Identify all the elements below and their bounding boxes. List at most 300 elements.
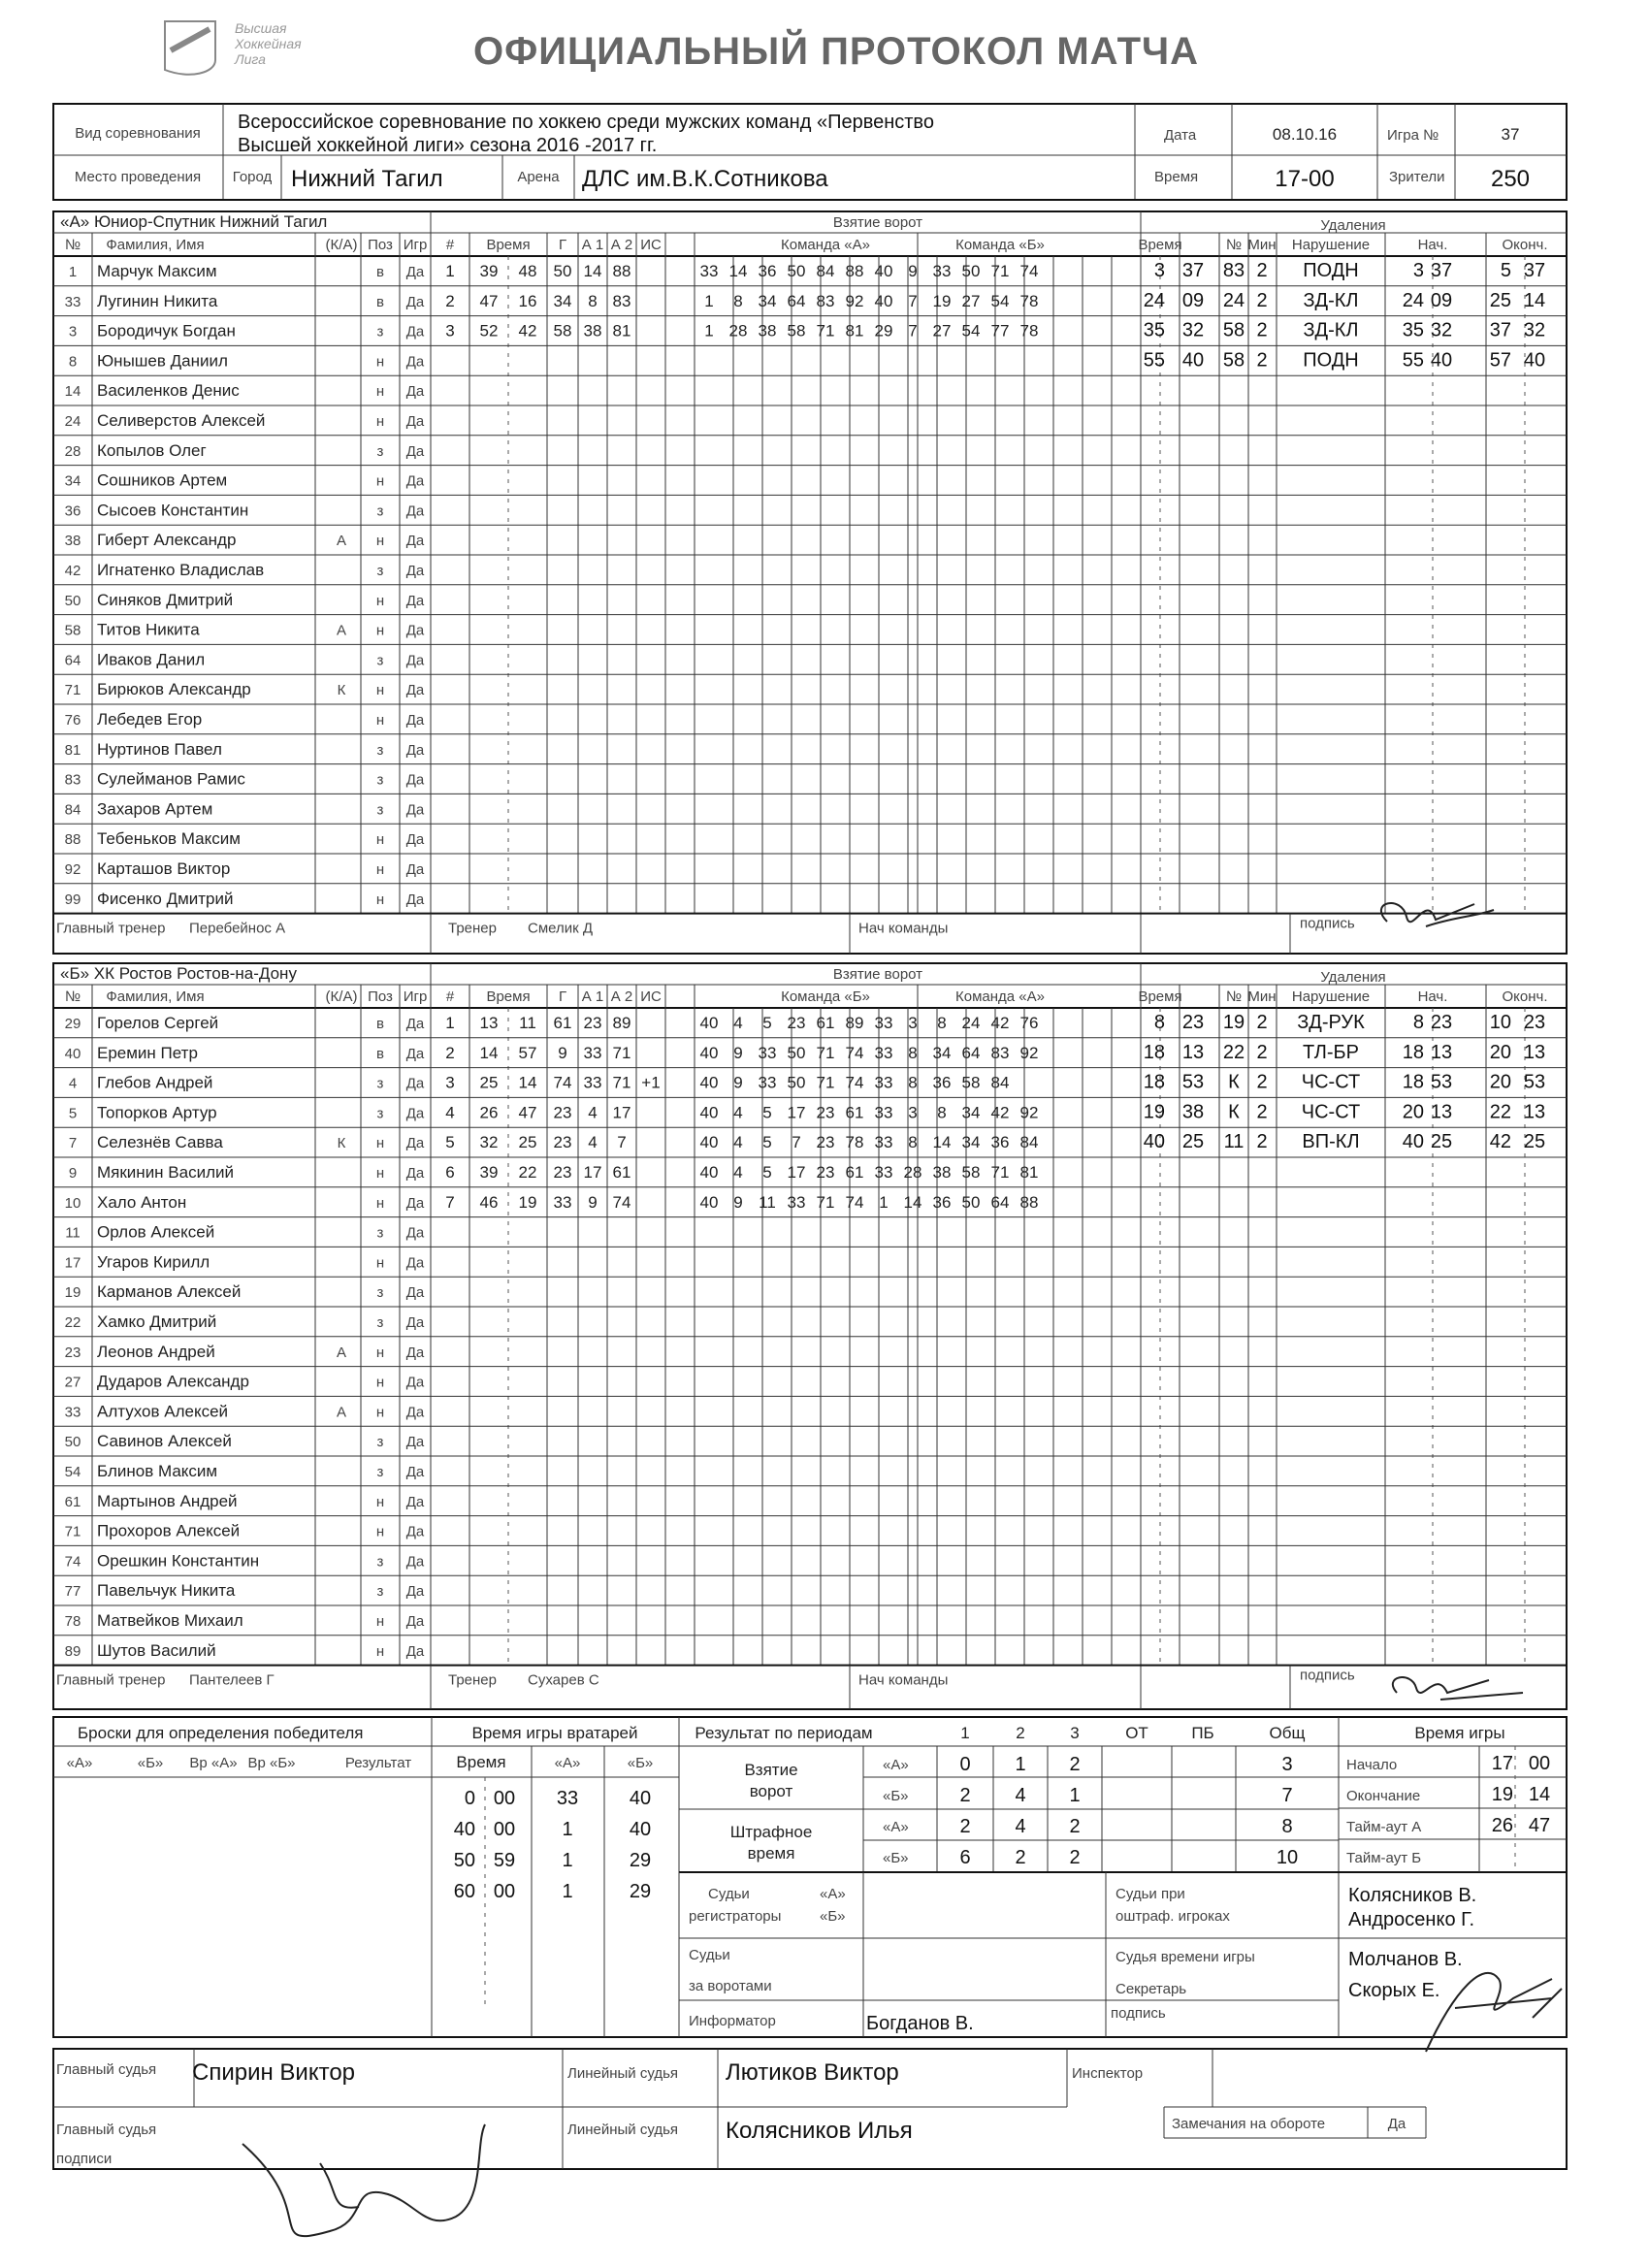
team-b-player-name: Матвейков Михаил <box>97 1611 243 1630</box>
reg-team-a: «А» <box>820 1886 846 1902</box>
team-b-goal-cell: 25 <box>518 1133 537 1152</box>
team-a-captain-label: Нач команды <box>858 920 949 937</box>
venue-label: Место проведения <box>74 169 202 185</box>
team-a-goal-cell: 1 <box>445 262 455 280</box>
team-b-pen-cell: ТЛ-БР <box>1302 1041 1360 1063</box>
team-a-pen-cell: 32 <box>1430 319 1453 341</box>
arena-value: ДЛС им.В.К.Сотникова <box>582 166 828 192</box>
team-b-player-pos: н <box>375 1642 385 1660</box>
team-b-pen-cell: 2 <box>1256 1041 1268 1063</box>
team-b-player-num: 4 <box>68 1075 78 1092</box>
team-b-goal-player: 23 <box>816 1163 835 1182</box>
team-b-goal-cell: 23 <box>553 1103 572 1122</box>
timekeeper-label: Судья времени игры <box>1116 1949 1255 1965</box>
team-b-goal-player: 50 <box>787 1073 806 1092</box>
team-a-player-pos: з <box>376 771 384 789</box>
team-b-pen-cell: К <box>1228 1101 1240 1123</box>
team-b-player-name: Павельчук Никита <box>97 1581 236 1601</box>
period-value: 4 <box>1015 1785 1026 1806</box>
team-a-goal-player: 77 <box>990 321 1010 340</box>
secretary-label: Секретарь <box>1116 1981 1187 1997</box>
team-b-player-play: Да <box>405 1493 425 1510</box>
team-a-goal-cell: 16 <box>518 291 537 310</box>
team-a-player-name: Селиверстов Алексей <box>97 411 266 430</box>
team-b-pen-cell: ВП-КЛ <box>1302 1131 1360 1153</box>
goalie-col-time: Время <box>456 1753 506 1771</box>
team-a-goal-player: 34 <box>758 291 777 310</box>
team-a-player-play: Да <box>405 682 425 699</box>
period-value: 1 <box>1069 1785 1081 1806</box>
team-b-goal-player: 3 <box>908 1103 918 1122</box>
team-b-pen-cell: 13 <box>1430 1101 1453 1123</box>
team-a-player-pos: з <box>376 442 384 460</box>
team-a-goal-player: 8 <box>733 291 743 310</box>
linesman1-label: Линейный судья <box>567 2065 679 2082</box>
team-a-player-name: Фисенко Дмитрий <box>97 889 234 908</box>
team-a-player-play: Да <box>405 472 425 490</box>
team-a-pen-cell: 58 <box>1222 349 1245 372</box>
game-time-min: 26 <box>1491 1815 1513 1836</box>
team-a-col-hash: # <box>445 237 455 253</box>
goalie-b: 40 <box>629 1788 652 1809</box>
remarks-label: Замечания на обороте <box>1172 2116 1326 2132</box>
team-b-goal-player: 38 <box>932 1163 952 1182</box>
team-b-pen-cell: 19 <box>1143 1101 1165 1123</box>
team-a-pen-cell: 58 <box>1222 319 1245 341</box>
team-b-pen-cell: 25 <box>1523 1131 1546 1153</box>
team-a-pen-cell: ПОДН <box>1303 349 1359 372</box>
team-a-goal-cell: 39 <box>479 262 499 280</box>
period-value: 2 <box>959 1785 971 1806</box>
team-a-player-play: Да <box>405 891 425 908</box>
team-a-goal-player: 1 <box>704 291 714 310</box>
team-a-penalties-header: Удаления <box>1320 217 1386 234</box>
team-b-player-name: Прохоров Алексей <box>97 1521 241 1540</box>
team-b-col-pen-num: № <box>1225 988 1243 1005</box>
team-b-goal-player: 23 <box>816 1103 835 1122</box>
team-b-goal-player: 5 <box>762 1014 772 1032</box>
goalie-a: 33 <box>556 1788 579 1809</box>
team-a-pen-cell: 24 <box>1143 289 1165 311</box>
team-b-goal-cell: +1 <box>641 1073 661 1092</box>
team-b-pen-cell: 2 <box>1256 1012 1268 1033</box>
team-b-goal-cell: 32 <box>479 1133 499 1152</box>
team-b-col-a2: А 2 <box>610 988 633 1005</box>
team-b-head-coach-label: Главный тренер <box>56 1671 166 1689</box>
team-b-player-pos: н <box>375 1135 385 1152</box>
team-b-player-play: Да <box>405 1075 425 1092</box>
inspector-label: Инспектор <box>1072 2065 1144 2082</box>
team-a-goal-player: 50 <box>961 262 981 280</box>
penalty-label: Штрафное <box>729 1823 813 1841</box>
game-time-sec: 47 <box>1528 1815 1551 1836</box>
team-b-player-play: Да <box>405 1224 425 1242</box>
city-label: Город <box>232 169 273 185</box>
team-b-pen-cell: 18 <box>1143 1071 1165 1093</box>
team-a-pen-cell: 57 <box>1489 349 1511 372</box>
team-b-player-play: Да <box>405 1404 425 1421</box>
team-a-player-play: Да <box>405 533 425 550</box>
period-value: 10 <box>1276 1847 1299 1868</box>
team-b-goal-player: 28 <box>903 1163 922 1182</box>
team-b-player-play: Да <box>405 1045 425 1062</box>
team-b-goal-player: 84 <box>1019 1133 1039 1152</box>
period-value: 2 <box>1069 1816 1081 1837</box>
team-a-player-role: К <box>337 682 346 699</box>
team-b-pen-cell: 10 <box>1489 1012 1511 1033</box>
goalie-b: 40 <box>629 1819 652 1840</box>
team-a-player-play: Да <box>405 413 425 430</box>
team-b-player-pos: н <box>375 1254 385 1272</box>
team-b-player-num: 17 <box>64 1254 81 1272</box>
shootout-title: Броски для определения победителя <box>78 1724 364 1742</box>
team-a-col-pen-num: № <box>1225 237 1243 253</box>
team-a-player-pos: н <box>375 831 385 849</box>
team-b-pen-cell: 11 <box>1223 1131 1245 1153</box>
goals-label: ворот <box>749 1782 793 1800</box>
team-b-goal-cell: 19 <box>518 1192 537 1212</box>
team-a-player-play: Да <box>405 563 425 579</box>
goalie-min: 40 <box>453 1819 475 1840</box>
game-label: Игра № <box>1387 127 1439 144</box>
team-a-player-num: 14 <box>64 383 81 401</box>
team-a-player-role: А <box>336 533 347 550</box>
team-a-goal-player: 92 <box>845 291 864 310</box>
date-label: Дата <box>1164 127 1197 144</box>
team-a-pen-cell: 3 <box>1153 260 1165 281</box>
team-b-player-name: Хамко Дмитрий <box>97 1312 217 1331</box>
team-b-player-role: А <box>336 1404 347 1421</box>
team-b-pen-cell: 13 <box>1430 1041 1453 1063</box>
team-b-goal-cell: 74 <box>553 1073 572 1092</box>
team-b-goal-cell: 5 <box>445 1133 455 1152</box>
time-value: 17-00 <box>1275 166 1335 192</box>
team-a-goal-player: 88 <box>845 262 864 280</box>
team-b-player-name: Орлов Алексей <box>97 1222 215 1242</box>
team-a-player-num: 28 <box>64 442 81 460</box>
team-b-pen-cell: К <box>1228 1071 1240 1093</box>
team-b-player-pos: з <box>376 1075 384 1092</box>
team-b-col-num: № <box>64 988 81 1005</box>
team-a-player-play: Да <box>405 622 425 639</box>
penalty-judges-label: Судьи при <box>1116 1886 1185 1902</box>
team-b-player-play: Да <box>405 1434 425 1451</box>
team-b-goal-player: 8 <box>908 1043 918 1062</box>
team-a-goal-cell: 14 <box>583 262 602 280</box>
team-b-goal-player: 40 <box>699 1133 719 1152</box>
goalie-sec: 59 <box>493 1850 516 1871</box>
team-a-player-pos: в <box>376 293 384 310</box>
team-a-pen-cell: 09 <box>1181 289 1205 311</box>
team-b-player-num: 9 <box>68 1165 78 1182</box>
team-a-pen-cell: 35 <box>1143 319 1165 341</box>
team-a-player-play: Да <box>405 831 425 849</box>
team-a-pen-cell: 55 <box>1402 349 1424 372</box>
competition-label: Вид соревнования <box>75 125 201 142</box>
team-b-col-pen-time: Время <box>1138 988 1182 1005</box>
team-b-goal-player: 9 <box>733 1192 743 1212</box>
team-b-goal-player: 4 <box>733 1014 743 1032</box>
team-a-pen-cell: 09 <box>1430 289 1453 311</box>
team-b-goal-cell: 4 <box>445 1103 455 1122</box>
team-b-player-num: 78 <box>64 1613 81 1630</box>
team-a-col-pen-min: Мин <box>1247 237 1277 253</box>
goalie-min: 0 <box>464 1788 475 1809</box>
team-a-player-play: Да <box>405 861 425 878</box>
team-b-player-num: 40 <box>64 1045 81 1062</box>
team-b-player-play: Да <box>405 1523 425 1540</box>
team-b-goal-player: 88 <box>1019 1192 1039 1212</box>
team-b-goal-player: 3 <box>908 1014 918 1032</box>
team-b-goal-player: 5 <box>762 1103 772 1122</box>
team-b-goal-cell: 14 <box>479 1043 499 1062</box>
team-a-goal-player: 28 <box>728 321 748 340</box>
team-b-goal-player: 9 <box>733 1073 743 1092</box>
team-b-player-pos: в <box>376 1016 384 1032</box>
team-b-signature-label: подпись <box>1300 1667 1355 1684</box>
team-a-col-a1: А 1 <box>581 237 604 253</box>
team-a-pen-cell: ЗД-КЛ <box>1303 289 1359 311</box>
team-a-player-play: Да <box>405 502 425 520</box>
team-a-col-end: Оконч. <box>1502 237 1548 253</box>
informer-label: Информатор <box>689 2013 776 2029</box>
game-time-title: Время игры <box>1414 1724 1505 1742</box>
remarks-value: Да <box>1387 2116 1406 2132</box>
team-a-player-num: 58 <box>64 622 81 639</box>
team-a-pen-cell: 40 <box>1181 349 1205 372</box>
goalie-a: 1 <box>562 1881 573 1902</box>
team-b-player-pos: н <box>375 1523 385 1540</box>
team-b-goal-player: 40 <box>699 1073 719 1092</box>
team-b-goal-player: 4 <box>733 1163 743 1182</box>
game-time-sec: 14 <box>1528 1784 1551 1805</box>
team-a-player-pos: з <box>376 502 384 520</box>
team-a-goal-player: 71 <box>816 321 835 340</box>
team-a-team-title: «А» Юниор-Спутник Нижний Тагил <box>60 212 328 231</box>
team-b-player-pos: з <box>376 1464 384 1480</box>
team-b-player-num: 10 <box>64 1194 81 1212</box>
team-a-player-num: 76 <box>64 712 81 729</box>
team-a-player-role: А <box>336 622 347 639</box>
team-a-player-num: 92 <box>64 861 81 878</box>
team-a-player-name: Бородичук Богдан <box>97 321 236 340</box>
team-b-goal-player: 74 <box>845 1073 864 1092</box>
team-b-pen-cell: 22 <box>1489 1101 1511 1123</box>
team-b-player-play: Да <box>405 1553 425 1571</box>
game-time-min: 17 <box>1491 1753 1513 1774</box>
team-a-player-num: 33 <box>64 293 81 310</box>
team-a-goal-player: 38 <box>758 321 777 340</box>
team-a-pen-cell: 24 <box>1222 289 1245 311</box>
goalie-b: 29 <box>629 1881 652 1902</box>
team-a-goal-cell: 34 <box>553 291 572 310</box>
team-a-goal-player: 83 <box>816 291 835 310</box>
team-a-goal-player: 27 <box>961 291 981 310</box>
game-time-label: Начало <box>1346 1757 1398 1773</box>
periods-col: 1 <box>960 1724 970 1742</box>
team-b-player-role: А <box>336 1344 347 1361</box>
team-a-player-name: Бирюков Александр <box>97 680 251 699</box>
team-a-pen-cell: 3 <box>1412 260 1424 281</box>
team-b-goal-player: 78 <box>845 1133 864 1152</box>
team-b-goal-cell: 7 <box>445 1192 455 1212</box>
team-b-goal-player: 17 <box>787 1103 806 1122</box>
game-value: 37 <box>1501 125 1520 144</box>
team-b-goal-player: 23 <box>787 1014 806 1032</box>
team-a-player-play: Да <box>405 323 425 340</box>
team-b-goal-player: 17 <box>787 1163 806 1182</box>
team-b-player-play: Да <box>405 1642 425 1660</box>
team-a-player-name: Сулейманов Рамис <box>97 769 245 789</box>
team-a-goal-player: 54 <box>961 321 981 340</box>
team-a-player-num: 36 <box>64 502 81 520</box>
page-title: ОФИЦИАЛЬНЫЙ ПРОТОКОЛ МАТЧА <box>473 30 1199 73</box>
team-b-goal-player: 74 <box>845 1043 864 1062</box>
team-b-goal-player: 71 <box>990 1163 1010 1182</box>
team-a-goal-player: 84 <box>816 262 835 280</box>
team-b-pen-cell: 13 <box>1523 1041 1546 1063</box>
team-b-goal-player: 33 <box>874 1163 893 1182</box>
game-time-sec: 00 <box>1528 1753 1551 1774</box>
goalie-a: 1 <box>562 1850 573 1871</box>
team-b-player-play: Да <box>405 1583 425 1601</box>
team-b-goal-cell: 33 <box>553 1192 572 1212</box>
team-a-pen-cell: ЗД-КЛ <box>1303 319 1359 341</box>
period-team-a: «А» <box>883 1819 909 1835</box>
team-b-player-pos: з <box>376 1224 384 1242</box>
team-b-player-pos: з <box>376 1284 384 1302</box>
referee1-value: Спирин Виктор <box>192 2059 356 2086</box>
team-b-goal-player: 50 <box>961 1192 981 1212</box>
secretary-value: Скорых Е. <box>1348 1980 1440 2001</box>
team-b-goal-cell: 33 <box>583 1043 602 1062</box>
team-a-player-pos: в <box>376 264 384 280</box>
team-b-pen-cell: 53 <box>1430 1071 1453 1093</box>
team-b-goal-player: 71 <box>816 1192 835 1212</box>
team-b-player-pos: з <box>376 1553 384 1571</box>
team-b-goal-cell: 2 <box>445 1043 455 1062</box>
periods-title: Результат по периодам <box>695 1724 873 1742</box>
shootout-col: Вр «Б» <box>247 1755 296 1771</box>
team-b-player-num: 5 <box>68 1105 78 1122</box>
team-a-col-a2: А 2 <box>610 237 633 253</box>
logo-line3: Лига <box>235 51 266 67</box>
team-b-player-play: Да <box>405 1613 425 1630</box>
team-b-goal-cell: 71 <box>612 1073 631 1092</box>
team-b-pen-cell: 2 <box>1256 1071 1268 1093</box>
goalie-time-title: Время игры вратарей <box>471 1724 638 1742</box>
team-b-pen-cell: 42 <box>1489 1131 1511 1153</box>
team-a-col-g: Г <box>558 237 567 253</box>
team-b-goal-cell: 25 <box>479 1073 499 1092</box>
team-a-head-coach-label: Главный тренер <box>56 920 166 937</box>
team-b-player-num: 11 <box>65 1224 81 1242</box>
team-b-goal-player: 5 <box>762 1133 772 1152</box>
periods-col: 3 <box>1070 1724 1080 1742</box>
team-a-pen-cell: 14 <box>1523 289 1546 311</box>
team-a-goal-cell: 48 <box>518 262 537 280</box>
penalty-label: время <box>747 1844 795 1863</box>
team-a-player-play: Да <box>405 801 425 819</box>
team-b-pen-cell: 23 <box>1523 1012 1546 1033</box>
team-b-pen-cell: ЧС-СТ <box>1301 1101 1361 1123</box>
period-value: 8 <box>1281 1816 1293 1837</box>
team-a-goal-cell: 88 <box>612 262 631 280</box>
team-b-player-pos: н <box>375 1165 385 1182</box>
period-value: 2 <box>1069 1847 1081 1868</box>
period-value: 1 <box>1015 1754 1026 1775</box>
team-b-goal-player: 33 <box>758 1073 777 1092</box>
team-a-col-violation: Нарушение <box>1291 237 1371 253</box>
team-b-player-name: Еремин Петр <box>97 1043 198 1062</box>
team-b-player-pos: в <box>376 1045 384 1062</box>
team-b-captain-label: Нач команды <box>858 1671 949 1689</box>
team-b-pen-cell: ЧС-СТ <box>1301 1071 1361 1093</box>
team-b-goal-cell: 4 <box>588 1103 598 1122</box>
goalie-col-a: «А» <box>554 1755 581 1771</box>
team-a-goal-cell: 83 <box>612 291 631 310</box>
team-b-goal-player: 40 <box>699 1014 719 1032</box>
team-a-coach: Смелик Д <box>528 920 594 937</box>
team-b-goal-player: 83 <box>990 1043 1010 1062</box>
game-time-label: Тайм-аут Б <box>1346 1850 1422 1866</box>
spectators-value: 250 <box>1490 166 1531 192</box>
team-b-pen-cell: 53 <box>1523 1071 1546 1093</box>
team-b-goal-player: 34 <box>961 1103 981 1122</box>
team-a-pen-cell: 24 <box>1402 289 1424 311</box>
team-a-player-pos: н <box>375 682 385 699</box>
team-b-goal-player: 40 <box>699 1192 719 1212</box>
team-b-goal-cell: 3 <box>445 1073 455 1092</box>
team-b-player-pos: н <box>375 1613 385 1630</box>
competition-line2: Высшей хоккейной лиги» сезона 2016 -2017 гг. <box>238 135 658 156</box>
team-b-goal-player: 40 <box>699 1043 719 1062</box>
team-b-player-play: Да <box>405 1464 425 1480</box>
team-b-goal-player: 64 <box>961 1043 981 1062</box>
team-b-player-num: 29 <box>64 1016 81 1032</box>
team-b-col-time: Время <box>486 988 531 1005</box>
team-a-player-name: Лугинин Никита <box>97 291 218 310</box>
team-b-player-name: Мартынов Андрей <box>97 1491 238 1510</box>
team-b-player-name: Селезнёв Савва <box>97 1133 223 1152</box>
team-a-goal-player: 9 <box>908 262 918 280</box>
team-a-player-pos: н <box>375 353 385 371</box>
team-a-player-num: 64 <box>64 652 81 669</box>
team-a-goal-cell: 52 <box>479 321 499 340</box>
period-value: 0 <box>959 1754 971 1775</box>
team-b-goal-player: 61 <box>816 1014 835 1032</box>
team-b-goal-cell: 1 <box>445 1014 455 1032</box>
team-b-player-pos: н <box>375 1194 385 1212</box>
goalie-min: 50 <box>453 1850 475 1871</box>
team-b-goal-cell: 9 <box>588 1192 598 1212</box>
team-b-goal-cell: 57 <box>518 1043 537 1062</box>
team-b-player-pos: н <box>375 1374 385 1391</box>
team-a-player-name: Игнатенко Владислав <box>97 561 265 579</box>
period-value: 2 <box>1069 1754 1081 1775</box>
team-a-player-play: Да <box>405 771 425 789</box>
team-b-goal-player: 76 <box>1019 1014 1039 1032</box>
periods-col: Общ <box>1269 1724 1306 1742</box>
team-a-player-name: Нуртинов Павел <box>97 739 222 759</box>
team-a-player-play: Да <box>405 383 425 401</box>
team-b-pen-cell: 20 <box>1489 1071 1511 1093</box>
team-b-pen-cell: 13 <box>1523 1101 1546 1123</box>
team-b-col-name: Фамилия, Имя <box>106 988 205 1005</box>
team-b-goal-cell: 4 <box>588 1133 598 1152</box>
team-a-pen-cell: 35 <box>1402 319 1424 341</box>
team-b-player-num: 27 <box>64 1374 81 1391</box>
